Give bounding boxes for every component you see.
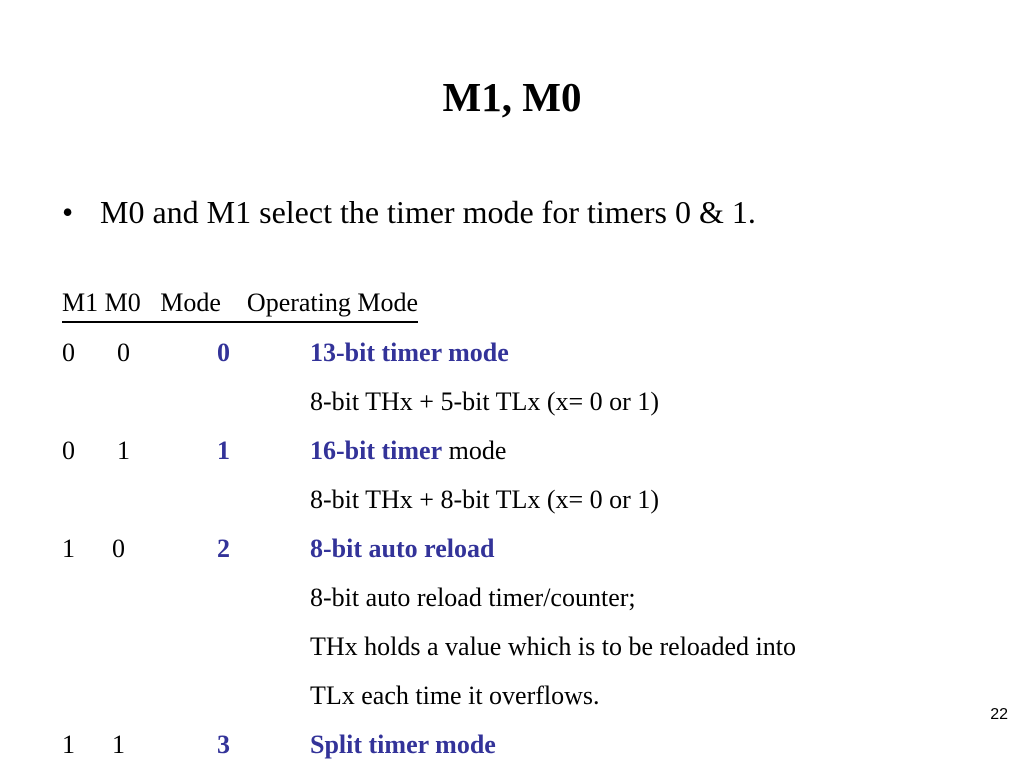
row-m1: 0 [62,338,75,367]
row-title-bold: 8-bit auto reload [310,534,495,563]
row-detail: THx holds a value which is to be reloaded into [310,632,796,661]
row-detail: 8-bit THx + 5-bit TLx (x= 0 or 1) [310,387,659,416]
bullet-symbol: • [62,194,74,230]
slide-title: M1, M0 [442,74,582,120]
row-m1: 1 [62,534,75,563]
row-title [310,531,494,567]
row-detail: 8-bit THx + 8-bit TLx (x= 0 or 1) [310,485,659,514]
row-m0: 1 [117,436,130,465]
row-title-bold: 16-bit timer [310,436,443,465]
bullet-item [62,190,756,234]
row-title [310,335,509,371]
row-title-bold: 13-bit timer mode [310,338,509,367]
row-mode: 2 [217,534,230,563]
row-mode: 3 [217,730,230,759]
row-m1: 1 [62,730,75,759]
row-detail: TLx each time it overflows. [310,681,600,710]
row-title [310,727,496,763]
row-mode: 1 [217,436,230,465]
bullet-text: M0 and M1 select the timer mode for timers 0 & 1. [100,194,756,230]
header-operating-mode: Operating Mode [246,288,419,317]
row-m0: 0 [117,338,130,367]
header-m1: M1 [62,288,99,317]
row-m0: 1 [112,730,125,759]
row-title-suffix: mode [442,436,507,465]
row-m0: 0 [112,534,125,563]
page-number: 22 [990,706,1008,723]
row-title [310,433,506,469]
row-mode: 0 [217,338,230,367]
row-m1: 0 [62,436,75,465]
table-header [62,285,418,323]
row-detail: 8-bit auto reload timer/counter; [310,583,636,612]
header-m0: M0 [104,288,141,317]
row-title-bold: Split timer mode [310,730,496,759]
header-mode: Mode [160,288,221,317]
